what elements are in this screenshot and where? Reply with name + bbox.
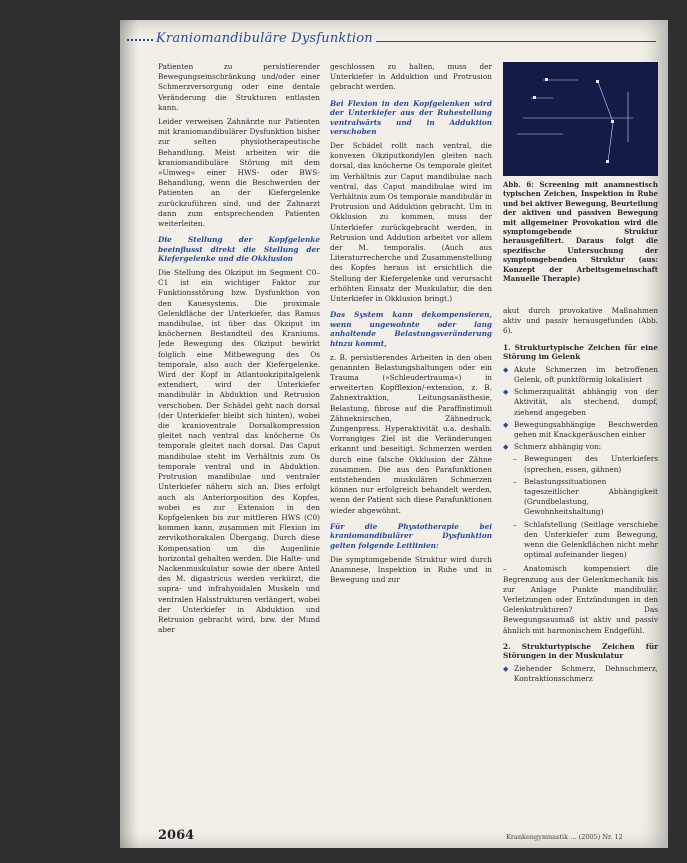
sub-list-item: – Bewegungen des Unterkiefers (sprechen, essen, gähnen) bbox=[524, 454, 658, 474]
flowchart-node bbox=[606, 160, 609, 163]
col3-section-2-title: 2. Strukturtypische Zeichen für Störungen in der Muskulatur bbox=[503, 641, 658, 661]
col1-paragraph-2: Leider verweisen Zahnärzte nur Patienten mit kraniomandibulärer Dysfunktion bisher zur selten physiotherapeutische Behandlung. Meist arbeiten wir die kraniomandibuläre Störung mit dem »Umweg« einer HWS- oder BWS-Behandlung, wenn die Beschwerden der Patienten an der Kiefergelenke zurückzuführen sind, und der Zahnarzt dann zum entsprechenden Patienten weiterleiten. bbox=[158, 117, 320, 229]
col2-body-2: z. B. persistierendes Arbeiten in den oben genannten Belastungshaltungen oder ein Trauma (»Schleudertrauma«) in erweiterten Kopfflexion/-extension, z. B. Zahnextraktion, Leitungsanästhesie, Belastung, fibrose auf die Paraffinstimuli Zähneknirschen, Zähnedruck, Zungenpress. Hyperaktivität u.a. deshalb. Vorrangiges Ziel ist die Veränderungen erkannt und beseitigt. Schmerzen werden durch eine falsche Okklusion der Zähne zusammen. Die aus den Parafunktionen entstehenden muskulären Schmerzen können nur erfolgreich behandelt werden, wenn der Patient sich diese Parafunktionen wieder abgewöhnt. bbox=[330, 352, 492, 515]
running-header-title: Kraniomandibuläre Dysfunktion bbox=[156, 31, 373, 46]
column-2 bbox=[330, 62, 492, 832]
column-3 bbox=[503, 306, 658, 836]
col3-section-1-list bbox=[503, 365, 658, 561]
list-item bbox=[514, 442, 658, 560]
col3-section-1-tail: – Anatomisch kompensiert die Begrenzung aus der Gelenkmechanik bis zur Anlage Punkte mandibulär. Verletzungen oder Entzündungen in den Gelenkstrukturen? Das Bewegungsausmaß ist aktiv und passiv ähnlich mit harmonischem Endgefühl. bbox=[503, 564, 658, 635]
col2-subheading-3: Für die Physiotherapie bei kraniomandibulärer Dysfunktion gelten folgende Leitlinien: bbox=[330, 521, 492, 551]
list-item: ◆ Akute Schmerzen im betroffenen Gelenk, oft punktförmig lokalisiert bbox=[514, 365, 658, 385]
flowchart-line bbox=[608, 122, 613, 162]
page-footer: Krankengymnastik … (2005) Nr. 12 bbox=[506, 833, 623, 841]
col1-paragraph-1: Patienten zu persistierender Bewegungseinschränkung und/oder einer Schmerzversorgung oder eine dentale Veränderung die Strukturen entlasten kann. bbox=[158, 62, 320, 112]
page-gutter-shadow bbox=[120, 20, 138, 848]
col1-subheading: Die Stellung der Kopfgelenke beeinflusst direkt die Stellung der Kiefergelenke und die Okklusion bbox=[158, 235, 320, 264]
col2-intro: geschlossen zu halten, muss der Unterkiefer in Adduktion und Protrusion gebracht werden. bbox=[330, 62, 492, 92]
figure-caption: Abb. 6: Screening mit anamnestisch typischen Zeichen, Inspektion in Ruhe und bei aktiver Bewegung, Beurteilung der aktiven und passiven Bewegung mit allgemeiner Provokation wird die symptomgebende Struktur herausgefiltert. Daraus folgt die spezifische Untersuchung der symptomgebenden Struktur (aus: Konzept der Arbeitsgemeinschaft Manuelle Therapie) bbox=[503, 180, 658, 284]
flowchart-node bbox=[611, 120, 614, 123]
list-item-text: Schmerz abhängig von: bbox=[514, 442, 602, 452]
header-rule bbox=[376, 41, 656, 42]
flowchart-node bbox=[596, 80, 599, 83]
list-item: ◆ Bewegungsabhängige Beschwerden gehen mit Knackgeräuschen einher bbox=[514, 420, 658, 440]
sub-list-item: – Belastungssituationen tageszeitlicher Abhängigkeit (Grundbelastung, Gewohnheitshaltung) bbox=[524, 477, 658, 518]
col3-sub-list bbox=[514, 454, 658, 560]
figure-flowchart bbox=[503, 62, 658, 176]
col2-subheading-2: Das System kann dekompensieren, wenn ungewohnte oder lang anhaltende Belastungsveränderung hinzu kommt, bbox=[330, 310, 492, 349]
flowchart-graphic bbox=[503, 62, 658, 176]
col2-subheading-1: Bei Flexion in den Kopfgelenken wird der Unterkiefer aus der Ruhestellung ventralwärts und in Adduktion verschoben bbox=[330, 98, 492, 137]
list-item: ◆ Schmerzqualität abhängig von der Aktivität, als stechend, dumpf, ziehend angegeben bbox=[514, 387, 658, 418]
col2-body-3: Die symptomgebende Struktur wird durch Anamnese, Inspektion in Ruhe und in Bewegung und zur bbox=[330, 554, 492, 585]
col3-section-2-list bbox=[503, 664, 658, 684]
flowchart-node bbox=[545, 78, 548, 81]
col3-intro: akut durch provokative Maßnahmen aktiv und passiv herausgefunden (Abb. 6). bbox=[503, 306, 658, 336]
sub-list-item: – Schlafstellung (Seitlage verschiebe den Unterkiefer zum Bewegung, wenn die Gelenkflächen nicht mehr optimal aufeinander liegen) bbox=[524, 520, 658, 561]
col3-section-1-title: 1. Strukturtypische Zeichen für eine Störung im Gelenk bbox=[503, 342, 658, 362]
flowchart-line bbox=[598, 82, 613, 122]
flowchart-node bbox=[533, 96, 536, 99]
header-dots bbox=[127, 39, 153, 41]
col1-body: Die Stellung des Okziput im Segment C0–C1 ist ein wichtiger Faktor zur Funktionsstörung bzw. Dysfunktion von den Kauesystems. Die proximale Gelenkfläche der Unterkiefer, das Ramus mandibulae, ist über das Okziput im knöchernen Bestandteil des Kraniums. Jede Bewegung des Okziput bewirkt folglich eine Mitbewegung des Os temporale, also auch der Kiefergelenke. Wird der Kopf in Atlantookzipitalgelenk extendiert, wird der Unterkiefer mandibulär in Abduktion und Retrusion verschoben. Der Schädel geht nach dorsal (der Unterkiefer bleibt sich hinten), wobei die kranioventrale Dorsalkompression gleitet nach ventral das knöcherne Os temporale gleitet nach dorsal. Das Caput mandibulae steht im Verhältnis zum Os temporale ventral und in Abduktion. Protrusion mandibulae und ventraler Unterkiefer nähern sich an. Dies erfolgt auch als Anteriorposition des Kopfes, wobei es zur Extension in den Kopfgelenken bis zur mittleren HWS (C0) kommen kann, zusammen mit Flexion im zervikothorakalen Übergang. Durch diese Kompensation um die Augenlinie horizontal gehalten werden. Die Halte- und Nackenmuskulatur sowie der obere Anteil des M. digastricus werden verkürzt, die supra- und infrahyoidalen Muskeln und ventralen Halsstrukturen verlängert, wobei der Unterkiefer in Abduktion und Retrusion gebracht wird, bzw. der Mund aber bbox=[158, 268, 320, 635]
column-1 bbox=[158, 62, 320, 832]
page-number: 2064 bbox=[158, 828, 195, 843]
list-item: ◆ Ziehender Schmerz, Dehnschmerz, Kontraktionsschmerz bbox=[514, 664, 658, 684]
col2-body-1: Der Schädel rollt nach ventral, die konvexen Okziputkondylen gleiten nach dorsal, das knöcherne Os temporale gleitet im Verhältnis zur Caput mandibulae nach ventral, das Caput mandibulae wird im Verhältnis zum Os temporale mandibulär in Protrusion und Adduktion gebracht. Um in Okklusion zu kommen, muss der Unterkiefer zurückgebracht werden, in Retrusion und Addution arbeitet vor allem der M. temporalis. (Auch aus Literaturrecherche und Zusammenstellung des Kopfes heraus ist ersichtlich die Stellung der Kiefergelenke und verursacht erhöhten Einsatz der Muskulatur, die den Unterkiefer in Okklusion bringt.) bbox=[330, 140, 492, 304]
